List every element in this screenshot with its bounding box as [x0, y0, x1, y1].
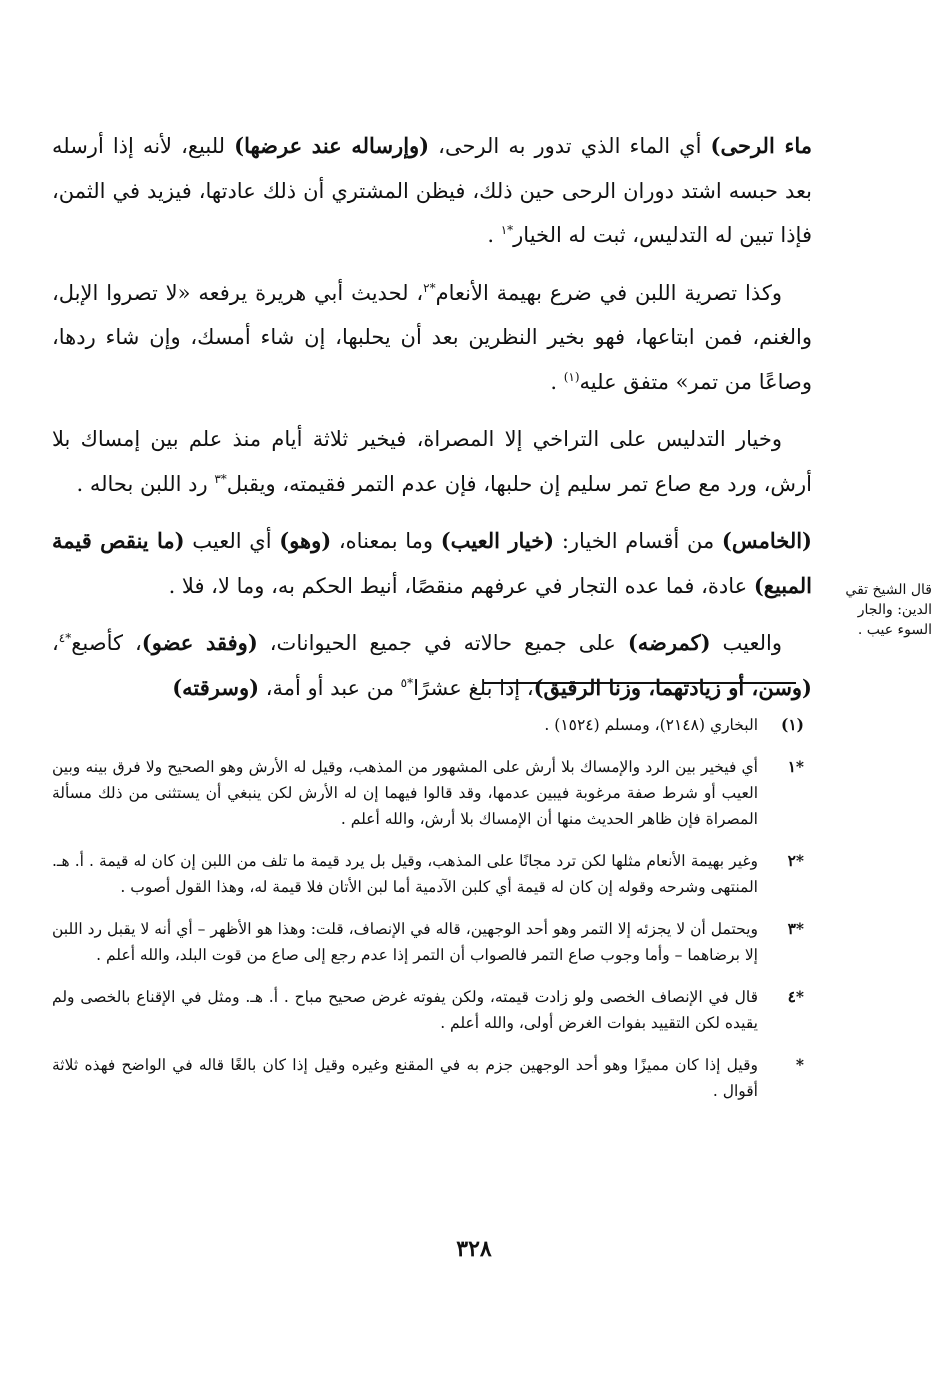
bold-term: (وفقد عضو) — [141, 630, 258, 655]
footnote-mark: *٢ — [787, 851, 804, 870]
footnote-item — [52, 848, 804, 900]
margin-note: قال الشيخ تقي الدين: والجار السوء عيب . — [845, 582, 932, 638]
bold-term: (ما ينقص قيمة المبيع) — [52, 528, 812, 598]
footnote-ref: *٥ — [400, 675, 414, 690]
footnote-item — [52, 916, 804, 968]
footnote-item — [52, 712, 804, 738]
paragraph-1: ماء الرحى) أي الماء الذي تدور به الرحى، (وإرساله عند عرضها) للبيع، لأنه إذا أرسله بعد حبسه اشتد دوران الرحى حين ذلك، فيظن المشتري أن ذلك عادتها، فيزيد في الثمن، فإذا تبين له التدليس، ثبت له الخيار$^{*١}$ . — [52, 133, 812, 247]
bold-term: (الخامس) — [721, 528, 812, 553]
footnote-text: قال في الإنصاف الخصى ولو زادت قيمته، ولكن يفوته غرض صحيح مباح . أ. هـ. ومثل في الإقناع بالخصى ولم يقيده لكن التقييد بفوات الغرض أولى، والله أعلم . — [52, 988, 758, 1032]
main-text — [52, 124, 812, 723]
footnote-ref: *٤ — [58, 631, 72, 645]
footnote-divider — [484, 682, 796, 684]
footnote-text: وقيل إذا كان مميزًا وهو أحد الوجهين جزم به في المقنع وغيره وقيل إذا كان بالغًا قاله في الواضح فهذه ثلاثة أقوال . — [52, 1056, 758, 1100]
bold-term: ماء الرحى) — [710, 133, 812, 158]
bold-term: (وسرقته) — [172, 674, 260, 700]
footnote-ref: (١) — [563, 369, 580, 384]
footnote-text: ويحتمل أن لا يجزئه إلا التمر وهو أحد الوجهين، قاله في الإنصاف، قلت: وهذا هو الأظهر – أي أنه لا يقبل رد اللبن إلا برضاهما – وأما وجوب صاع التمر فالصواب أن التمر إذا عدم رجع إلى صاع من قوت البلد، والله أعلم . — [52, 920, 758, 964]
footnote-mark: *١ — [787, 757, 804, 776]
footnote-ref: *٢ — [423, 280, 436, 295]
footnote-text: وغير بهيمة الأنعام مثلها لكن ترد مجانًا على المذهب، وقيل بل يرد قيمة ما تلف من اللبن إن كان له قيمة . أ. هـ. المنتهى وشرحه وقوله إن كان له قيمة أي كلبن الآدمية أما لبن الأتان فلا قيمة له، وهذا القول أصوب . — [52, 852, 758, 896]
paragraph-4: (الخامس) من أقسام الخيار: (خيار العيب) وما بمعناه، (وهو) أي العيب (ما ينقص قيمة المبيع) عادة، فما عده التجار في عرفهم منقصًا، أنيط الحكم به، وما لا، فلا . — [52, 528, 812, 598]
footnote-text: البخاري (٢١٤٨)، ومسلم (١٥٢٤) . — [544, 716, 758, 734]
paragraph-3: وخيار التدليس على التراخي إلا المصراة، فيخير ثلاثة أيام منذ علم بين إمساك بلا أرش، ورد مع صاع تمر سليم إن حلبها، فإن عدم التمر فقيمته، ويقبل$^{*٣}$ رد اللبن بحاله . — [52, 427, 812, 496]
footnote-item — [52, 984, 804, 1036]
paragraph-5: والعيب (كمرضه) على جميع حالاته في جميع الحيوانات، (وفقد عضو)، كأصبع$^{*٤}$، (وسن، أو زيادتهما، وزنا الرقيق)، إذا بلغ عشرًا$^{*٥}$ من عبد أو أمة، (وسرقته) — [52, 630, 812, 700]
bold-term: (وسن، أو زيادتهما، وزنا الرقيق) — [533, 674, 812, 700]
footnotes — [52, 712, 804, 1120]
footnote-mark: *٤ — [787, 987, 804, 1006]
paragraph-2: وكذا تصرية اللبن في ضرع بهيمة الأنعام$^{*٢}$، لحديث أبي هريرة يرفعه «لا تصروا الإبل، والغنم، فمن ابتاعها، فهو بخير النظرين بعد أن يحلبها، إن شاء أمسك، وإن شاء ردها، وصاعًا من تمر» متفق عليه$^{(١)}$ . — [52, 280, 812, 394]
bold-term: (وهو) — [279, 528, 332, 553]
bold-term: (كمرضه) — [627, 630, 711, 655]
bold-term: (وإرساله عند عرضها) — [234, 133, 430, 158]
footnote-mark: (١) — [780, 715, 804, 734]
footnote-ref: *١ — [500, 223, 514, 237]
footnote-item — [52, 754, 804, 832]
bold-term: (خيار العيب) — [440, 528, 555, 553]
footnote-ref: *٣ — [214, 471, 227, 486]
footnote-mark: *٣ — [787, 919, 804, 938]
footnote-mark: * — [795, 1055, 804, 1074]
page-number: ٣٢٨ — [456, 1236, 492, 1262]
footnote-text: أي فيخير بين الرد والإمساك بلا أرش على المشهور من المذهب، وقيل له الأرش وهو الصحيح ولا فرق بينه وبين العيب أو شرط صفة مرغوبة فيبين عدمها، وقد قالوا فيهما إن له الأرش لكن ينبغي أن يستثنى من ذلك مسألة المصراة فإن ظاهر الحديث منها أن الإمساك بلا أرش، والله أعلم . — [52, 758, 758, 828]
footnote-item — [52, 1052, 804, 1104]
